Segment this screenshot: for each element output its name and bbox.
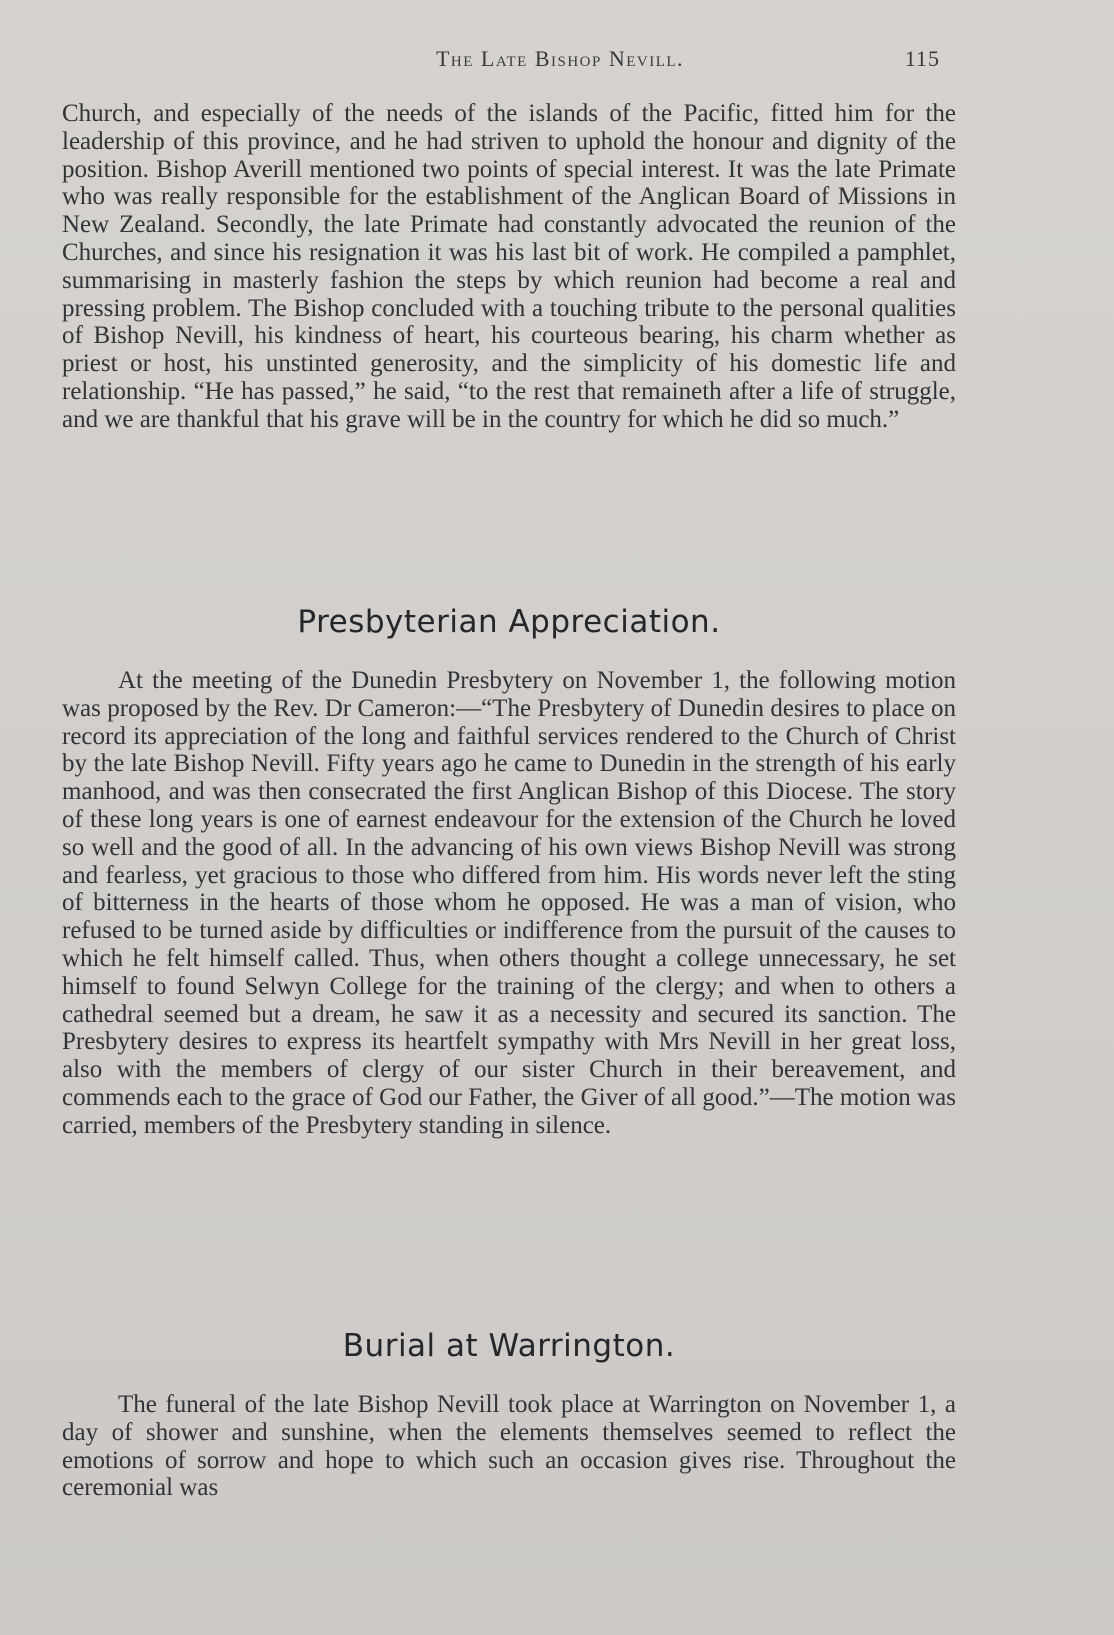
presbyterian-appreciation-block: [62, 667, 956, 1140]
continuation-paragraph-block: [62, 100, 956, 434]
page-number: 115: [904, 46, 940, 71]
section-heading-burial-at-warrington: Burial at Warrington.: [342, 1328, 676, 1364]
section-heading-presbyterian-appreciation: Presbyterian Appreciation.: [297, 604, 721, 640]
presbyterian-appreciation-paragraph: At the meeting of the Dunedin Presbytery on November 1, the following motion was proposed by the Rev. Dr Cameron:—“The Presbytery of Dunedin desires to place on record its appreciation of the long and faithful services rendered to the Church of Christ by the late Bishop Nevill. Fifty years ago he came to Dunedin in the strength of his early manhood, and was then consecrated the first Anglican Bishop of this Diocese. The story of these long years is one of earnest endeavour for the extension of the Church he loved so well and the good of all. In the advancing of his own views Bishop Nevill was strong and fearless, yet gracious to those who differed from him. His words never left the sting of bitterness in the hearts of those whom he opposed. He was a man of vision, who refused to be turned aside by difficulties or indifference from the pursuit of the causes to which he felt himself called. Thus, when others thought a college unnecessary, he set himself to found Selwyn College for the training of the clergy; and when to others a cathedral seemed but a dream, he saw it as a necessity and secured its sanction. The Presbytery desires to express its heartfelt sympathy with Mrs Nevill in her great loss, also with the members of clergy of our sister Church in their bereavement, and commends each to the grace of God our Father, the Giver of all good.”—The motion was carried, members of the Presbytery standing in silence.: [62, 667, 956, 1139]
burial-at-warrington-block: [62, 1391, 956, 1502]
burial-at-warrington-paragraph: The funeral of the late Bishop Nevill took place at Warrington on November 1, a day of shower and sunshine, when the elements themselves seemed to reflect the emotions of sorrow and hope to which such an occasion gives rise. Throughout the ceremonial was: [62, 1391, 956, 1502]
running-title: The Late Bishop Nevill.: [435, 46, 685, 71]
continuation-paragraph: Church, and especially of the needs of the islands of the Pacific, fitted him for the leadership of this province, and he had striven to uphold the honour and dignity of the position. Bishop Averill mentioned two points of special interest. It was the late Primate who was really responsible for the establishment of the Anglican Board of Missions in New Zealand. Secondly, the late Primate had constantly advocated the reunion of the Churches, and since his resignation it was his last bit of work. He compiled a pamphlet, summarising in masterly fashion the steps by which reunion had become a real and pressing problem. The Bishop concluded with a touching tribute to the personal qualities of Bishop Nevill, his kindness of heart, his courteous bearing, his charm whether as priest or host, his unstinted generosity, and the simplicity of his domestic life and relationship. “He has passed,” he said, “to the rest that remaineth after a life of struggle, and we are thankful that his grave will be in the country for which he did so much.”: [62, 100, 956, 433]
